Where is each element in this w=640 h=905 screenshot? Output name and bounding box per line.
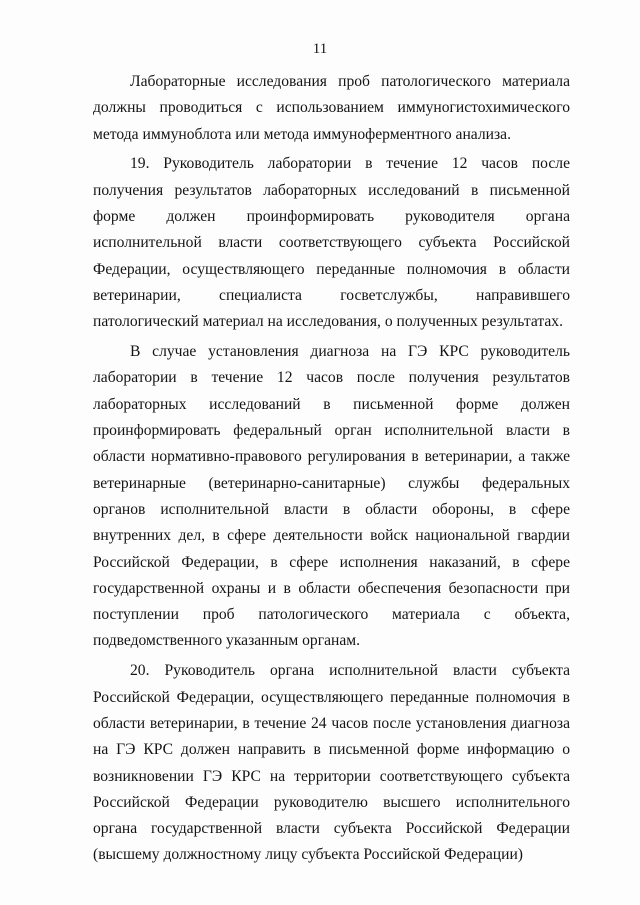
paragraph-item-19: 19. Руководитель лаборатории в течение 12 часов после получения результатов лабораторных исследований в письменной форме должен проинформировать руководителя органа исполнительной власти соответствующего субъекта Российской Федерации, осуществляющего переданные полномочия в области ветеринарии, специалиста госветслужбы, направившего патологический материал на исследования, о полученных результатах. [93, 155, 570, 331]
document-body [93, 69, 570, 869]
paragraph-item-20: 20. Руководитель органа исполнительной власти субъекта Российской Федерации, осуществляющего переданные полномочия в области ветеринарии, в течение 24 часов после установления диагноза на ГЭ КРС должен направить в письменной форме информацию о возникновении ГЭ КРС на территории соответствующего субъекта Российской Федерации руководителю высшего исполнительного органа государственной власти субъекта Российской Федерации (высшему должностному лицу субъекта Российской Федерации) [93, 662, 570, 864]
paragraph-lab-methods: Лабораторные исследования проб патологического материала должны проводиться с использованием иммуногистохимического метода иммуноблота или метода иммуноферментного анализа. [93, 73, 570, 143]
page-number: 11 [312, 41, 328, 57]
paragraph-diagnosis-notification: В случае установления диагноза на ГЭ КРС руководитель лаборатории в течение 12 часов после получения результатов лабораторных исследований в письменной форме должен проинформировать федеральный орган исполнительной власти в области нормативно-правового регулирования в ветеринарии, а также ветеринарные (ветеринарно-санитарные) службы федеральных органов исполнительной власти в области обороны, в сфере внутренних дел, в сфере деятельности войск национальной гвардии Российской Федерации, в сфере исполнения наказаний, в сфере государственной охраны и в области обеспечения безопасности при поступлении проб патологического материала с объекта, подведомственного указанным органам. [93, 343, 570, 650]
